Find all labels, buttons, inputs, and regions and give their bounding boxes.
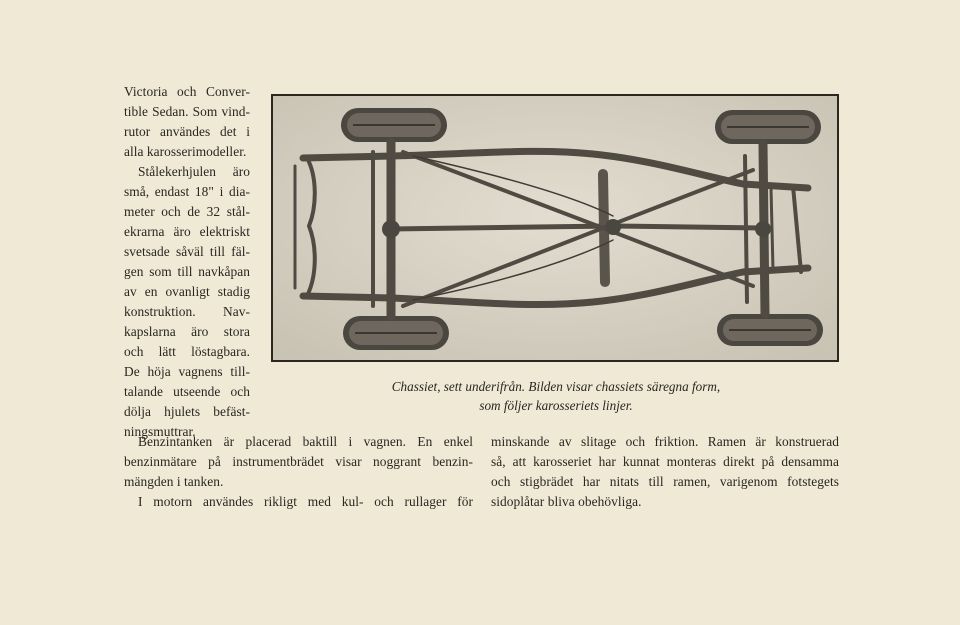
side-line: svetsade såväl till fäl- [124,244,250,259]
front-hub-icon [382,220,400,238]
caption-line: som följer karosseriets linjer. [479,398,633,413]
side-line: talande utseende och [124,384,250,399]
front-right-wheel [343,316,449,350]
left-line: benzinmätare på instrumentbrädet visar noggrant benzin- [124,454,473,469]
side-line: ningsmuttrar. [124,424,196,439]
side-line: konstruktion. Nav- [124,304,250,319]
differential-icon [755,221,771,237]
side-line: av en ovanligt stadig [124,284,250,299]
side-line: alla karosserimodeller. [124,144,247,159]
right-line: minskande av slitage och friktion. Ramen är konstruerad [491,434,839,449]
chassis-illustration [273,96,837,360]
side-line: dölja hjulets befäst- [124,404,250,419]
side-line: rutor användes det i [124,124,250,139]
side-line: och lätt löstagbara. [124,344,250,359]
left-line: mängden i tanken. [124,474,224,489]
side-line: kapslarna äro stora [124,324,250,339]
side-line: Stålekerhjulen äro [138,164,250,179]
side-line: tible Sedan. Som vind- [124,104,250,119]
side-line: meter och de 32 stål- [124,204,250,219]
rear-right-wheel [717,314,823,346]
side-line: små, endast 18" i dia- [124,184,250,199]
center-joint-icon [605,219,621,235]
caption-line: Chassiet, sett underifrån. Bilden visar chassiets säregna form, [391,379,721,394]
front-left-wheel [341,108,447,142]
side-line: De höja vagnens till- [124,364,250,379]
side-line: gen som till navkåpan [124,264,250,279]
right-line: och stigbrädet har nitats till ramen, varigenom fotstegets [491,474,839,489]
side-line: Victoria och Conver- [124,84,250,99]
right-line: så, att karosseriet har kunnat monteras direkt på densamma [491,454,839,469]
side-line: ekrarna äro elektriskt [124,224,250,239]
rear-left-wheel [715,110,821,144]
right-line: sidoplåtar bliva obehövliga. [491,494,642,509]
left-line: Benzintanken är placerad baktill i vagnen. En enkel [138,434,473,449]
left-line: I motorn användes rikligt med kul- och rullager för [138,494,473,509]
chassis-photo [271,94,839,362]
